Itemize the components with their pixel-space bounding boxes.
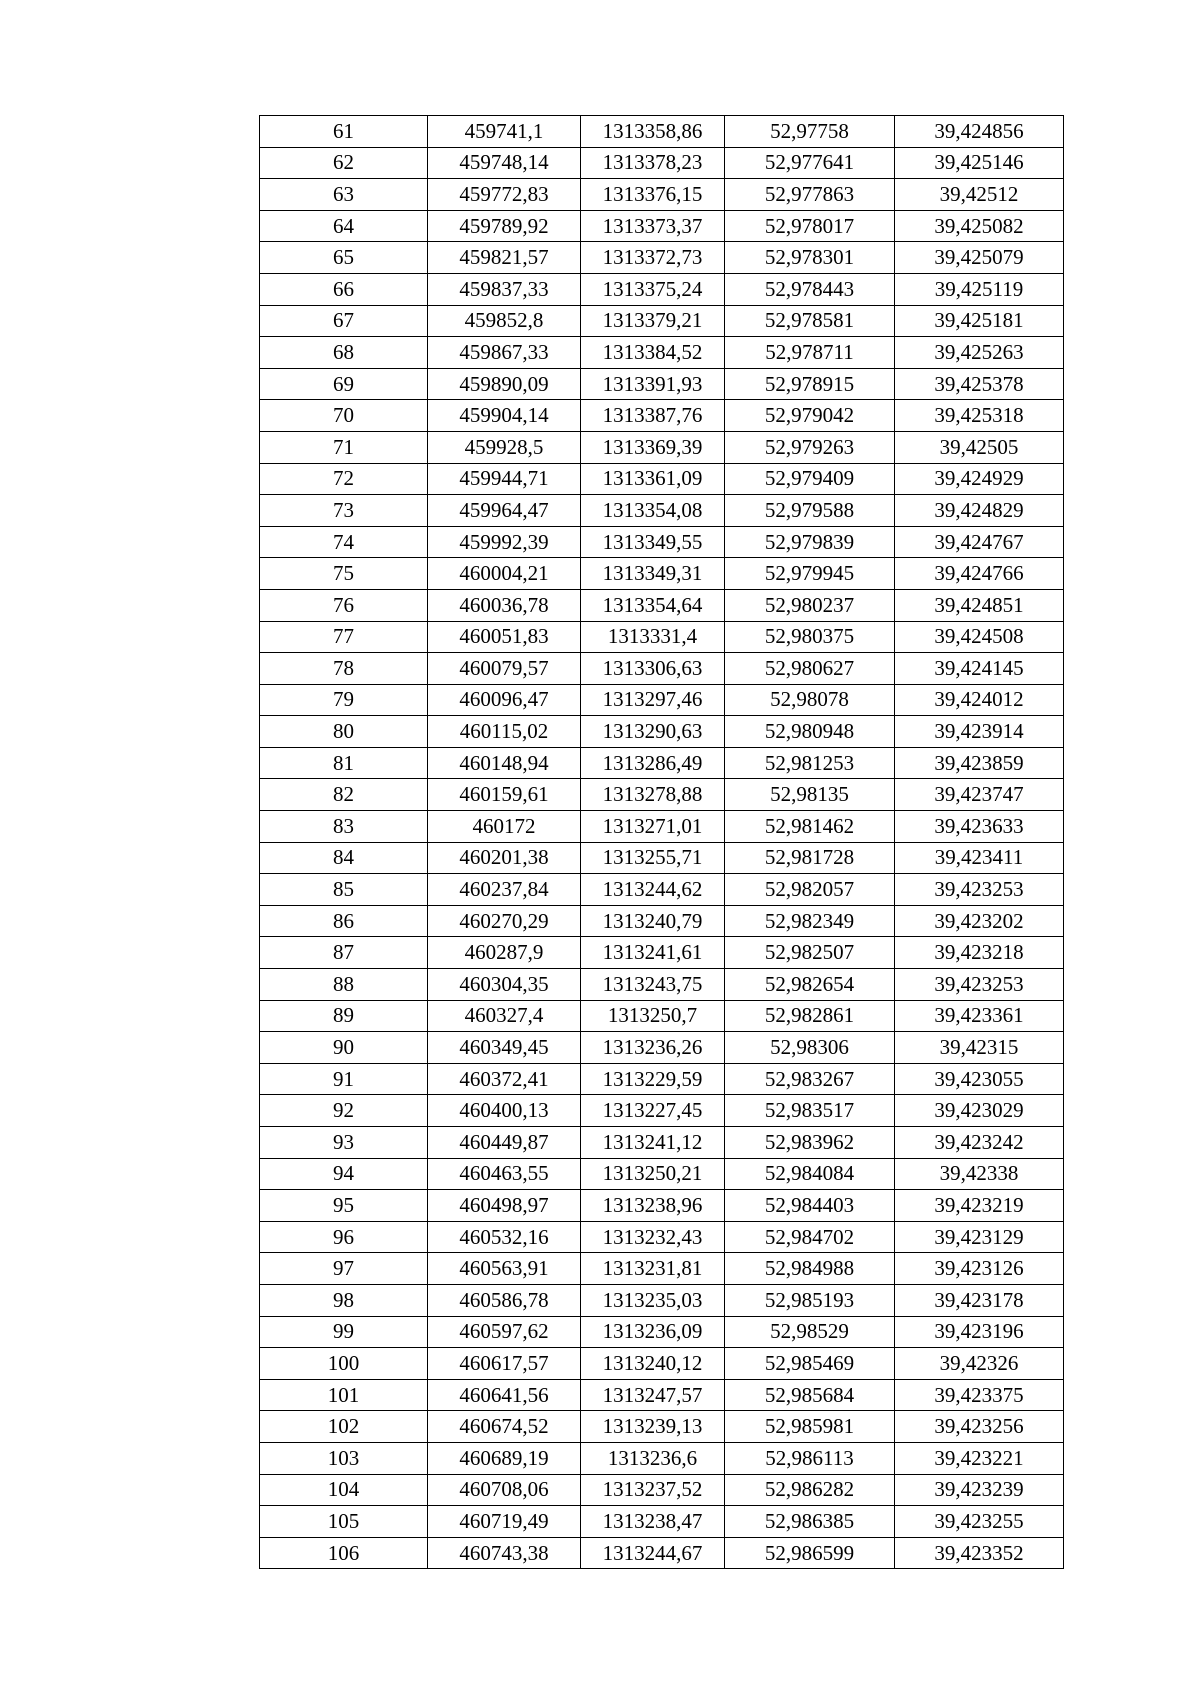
x-coordinate-cell: 460115,02: [428, 716, 581, 748]
y-coordinate-cell: 1313358,86: [581, 116, 725, 148]
y-coordinate-cell: 1313278,88: [581, 779, 725, 811]
y-coordinate-cell: 1313238,47: [581, 1506, 725, 1538]
x-coordinate-cell: 459748,14: [428, 147, 581, 179]
y-coordinate-cell: 1313354,08: [581, 495, 725, 527]
y-coordinate-cell: 1313232,43: [581, 1221, 725, 1253]
y-coordinate-cell: 1313369,39: [581, 431, 725, 463]
table-row: [260, 1316, 1064, 1348]
y-coordinate-cell: 1313297,46: [581, 684, 725, 716]
point-number-cell: 80: [260, 716, 428, 748]
table-row: [260, 842, 1064, 874]
x-coordinate-cell: 459890,09: [428, 368, 581, 400]
latitude-cell: 52,982349: [725, 905, 895, 937]
latitude-cell: 52,978017: [725, 210, 895, 242]
latitude-cell: 52,983517: [725, 1095, 895, 1127]
x-coordinate-cell: 459992,39: [428, 526, 581, 558]
table-row: [260, 811, 1064, 843]
longitude-cell: 39,423375: [895, 1379, 1064, 1411]
y-coordinate-cell: 1313236,09: [581, 1316, 725, 1348]
point-number-cell: 94: [260, 1158, 428, 1190]
x-coordinate-cell: 460096,47: [428, 684, 581, 716]
latitude-cell: 52,985193: [725, 1284, 895, 1316]
table-row: [260, 1348, 1064, 1380]
latitude-cell: 52,98078: [725, 684, 895, 716]
longitude-cell: 39,423411: [895, 842, 1064, 874]
y-coordinate-cell: 1313240,79: [581, 905, 725, 937]
point-number-cell: 84: [260, 842, 428, 874]
y-coordinate-cell: 1313227,45: [581, 1095, 725, 1127]
table-row: [260, 1284, 1064, 1316]
longitude-cell: 39,423747: [895, 779, 1064, 811]
longitude-cell: 39,424508: [895, 621, 1064, 653]
longitude-cell: 39,423255: [895, 1506, 1064, 1538]
point-number-cell: 87: [260, 937, 428, 969]
x-coordinate-cell: 460349,45: [428, 1032, 581, 1064]
table-row: [260, 1474, 1064, 1506]
point-number-cell: 91: [260, 1063, 428, 1095]
table-row: [260, 147, 1064, 179]
table-row: [260, 526, 1064, 558]
longitude-cell: 39,42338: [895, 1158, 1064, 1190]
latitude-cell: 52,981462: [725, 811, 895, 843]
x-coordinate-cell: 460159,61: [428, 779, 581, 811]
point-number-cell: 68: [260, 337, 428, 369]
x-coordinate-cell: 459867,33: [428, 337, 581, 369]
x-coordinate-cell: 460449,87: [428, 1127, 581, 1159]
y-coordinate-cell: 1313375,24: [581, 273, 725, 305]
table-row: [260, 747, 1064, 779]
point-number-cell: 102: [260, 1411, 428, 1443]
latitude-cell: 52,979042: [725, 400, 895, 432]
table-row: [260, 1442, 1064, 1474]
latitude-cell: 52,982057: [725, 874, 895, 906]
point-number-cell: 62: [260, 147, 428, 179]
table-row: [260, 1221, 1064, 1253]
point-number-cell: 96: [260, 1221, 428, 1253]
longitude-cell: 39,425146: [895, 147, 1064, 179]
latitude-cell: 52,978915: [725, 368, 895, 400]
latitude-cell: 52,98135: [725, 779, 895, 811]
point-number-cell: 72: [260, 463, 428, 495]
table-row: [260, 305, 1064, 337]
point-number-cell: 70: [260, 400, 428, 432]
coordinates-table: [259, 115, 1064, 1569]
latitude-cell: 52,979263: [725, 431, 895, 463]
table-row: [260, 116, 1064, 148]
table-row: [260, 1127, 1064, 1159]
x-coordinate-cell: 459964,47: [428, 495, 581, 527]
longitude-cell: 39,424145: [895, 653, 1064, 685]
longitude-cell: 39,423242: [895, 1127, 1064, 1159]
latitude-cell: 52,981728: [725, 842, 895, 874]
latitude-cell: 52,980375: [725, 621, 895, 653]
point-number-cell: 97: [260, 1253, 428, 1285]
table-row: [260, 337, 1064, 369]
point-number-cell: 63: [260, 179, 428, 211]
point-number-cell: 81: [260, 747, 428, 779]
y-coordinate-cell: 1313237,52: [581, 1474, 725, 1506]
latitude-cell: 52,979945: [725, 558, 895, 590]
y-coordinate-cell: 1313236,26: [581, 1032, 725, 1064]
point-number-cell: 83: [260, 811, 428, 843]
point-number-cell: 73: [260, 495, 428, 527]
point-number-cell: 88: [260, 969, 428, 1001]
point-number-cell: 92: [260, 1095, 428, 1127]
point-number-cell: 71: [260, 431, 428, 463]
table-row: [260, 1158, 1064, 1190]
point-number-cell: 104: [260, 1474, 428, 1506]
point-number-cell: 64: [260, 210, 428, 242]
point-number-cell: 67: [260, 305, 428, 337]
table-row: [260, 273, 1064, 305]
y-coordinate-cell: 1313349,31: [581, 558, 725, 590]
latitude-cell: 52,985981: [725, 1411, 895, 1443]
table-row: [260, 558, 1064, 590]
longitude-cell: 39,42512: [895, 179, 1064, 211]
x-coordinate-cell: 459789,92: [428, 210, 581, 242]
latitude-cell: 52,977863: [725, 179, 895, 211]
x-coordinate-cell: 460327,4: [428, 1000, 581, 1032]
latitude-cell: 52,984702: [725, 1221, 895, 1253]
table-row: [260, 779, 1064, 811]
x-coordinate-cell: 460743,38: [428, 1537, 581, 1569]
longitude-cell: 39,425181: [895, 305, 1064, 337]
x-coordinate-cell: 459821,57: [428, 242, 581, 274]
longitude-cell: 39,423126: [895, 1253, 1064, 1285]
y-coordinate-cell: 1313235,03: [581, 1284, 725, 1316]
y-coordinate-cell: 1313231,81: [581, 1253, 725, 1285]
longitude-cell: 39,423256: [895, 1411, 1064, 1443]
x-coordinate-cell: 459741,1: [428, 116, 581, 148]
x-coordinate-cell: 460051,83: [428, 621, 581, 653]
y-coordinate-cell: 1313271,01: [581, 811, 725, 843]
x-coordinate-cell: 460172: [428, 811, 581, 843]
y-coordinate-cell: 1313250,7: [581, 1000, 725, 1032]
longitude-cell: 39,425079: [895, 242, 1064, 274]
longitude-cell: 39,424829: [895, 495, 1064, 527]
table-row: [260, 1537, 1064, 1569]
table-row: [260, 495, 1064, 527]
point-number-cell: 77: [260, 621, 428, 653]
table-row: [260, 368, 1064, 400]
latitude-cell: 52,986282: [725, 1474, 895, 1506]
x-coordinate-cell: 459944,71: [428, 463, 581, 495]
table-row: [260, 400, 1064, 432]
latitude-cell: 52,984403: [725, 1190, 895, 1222]
latitude-cell: 52,982861: [725, 1000, 895, 1032]
latitude-cell: 52,978443: [725, 273, 895, 305]
x-coordinate-cell: 460372,41: [428, 1063, 581, 1095]
point-number-cell: 76: [260, 589, 428, 621]
y-coordinate-cell: 1313290,63: [581, 716, 725, 748]
latitude-cell: 52,977641: [725, 147, 895, 179]
y-coordinate-cell: 1313391,93: [581, 368, 725, 400]
latitude-cell: 52,980627: [725, 653, 895, 685]
point-number-cell: 66: [260, 273, 428, 305]
longitude-cell: 39,424856: [895, 116, 1064, 148]
latitude-cell: 52,982654: [725, 969, 895, 1001]
point-number-cell: 74: [260, 526, 428, 558]
longitude-cell: 39,425263: [895, 337, 1064, 369]
y-coordinate-cell: 1313376,15: [581, 179, 725, 211]
latitude-cell: 52,979409: [725, 463, 895, 495]
x-coordinate-cell: 460689,19: [428, 1442, 581, 1474]
longitude-cell: 39,423633: [895, 811, 1064, 843]
table-row: [260, 242, 1064, 274]
x-coordinate-cell: 460036,78: [428, 589, 581, 621]
y-coordinate-cell: 1313241,12: [581, 1127, 725, 1159]
point-number-cell: 99: [260, 1316, 428, 1348]
longitude-cell: 39,424851: [895, 589, 1064, 621]
x-coordinate-cell: 459772,83: [428, 179, 581, 211]
y-coordinate-cell: 1313373,37: [581, 210, 725, 242]
table-row: [260, 589, 1064, 621]
longitude-cell: 39,423352: [895, 1537, 1064, 1569]
table-row: [260, 653, 1064, 685]
latitude-cell: 52,983267: [725, 1063, 895, 1095]
x-coordinate-cell: 460597,62: [428, 1316, 581, 1348]
x-coordinate-cell: 460148,94: [428, 747, 581, 779]
latitude-cell: 52,986385: [725, 1506, 895, 1538]
longitude-cell: 39,423361: [895, 1000, 1064, 1032]
x-coordinate-cell: 460079,57: [428, 653, 581, 685]
x-coordinate-cell: 460304,35: [428, 969, 581, 1001]
latitude-cell: 52,980237: [725, 589, 895, 621]
longitude-cell: 39,42326: [895, 1348, 1064, 1380]
x-coordinate-cell: 460498,97: [428, 1190, 581, 1222]
latitude-cell: 52,979839: [725, 526, 895, 558]
longitude-cell: 39,423239: [895, 1474, 1064, 1506]
x-coordinate-cell: 460270,29: [428, 905, 581, 937]
point-number-cell: 106: [260, 1537, 428, 1569]
x-coordinate-cell: 460201,38: [428, 842, 581, 874]
y-coordinate-cell: 1313229,59: [581, 1063, 725, 1095]
x-coordinate-cell: 460532,16: [428, 1221, 581, 1253]
longitude-cell: 39,425378: [895, 368, 1064, 400]
y-coordinate-cell: 1313236,6: [581, 1442, 725, 1474]
point-number-cell: 86: [260, 905, 428, 937]
y-coordinate-cell: 1313286,49: [581, 747, 725, 779]
longitude-cell: 39,423129: [895, 1221, 1064, 1253]
latitude-cell: 52,97758: [725, 116, 895, 148]
longitude-cell: 39,42315: [895, 1032, 1064, 1064]
longitude-cell: 39,424766: [895, 558, 1064, 590]
point-number-cell: 65: [260, 242, 428, 274]
table-row: [260, 1506, 1064, 1538]
point-number-cell: 61: [260, 116, 428, 148]
y-coordinate-cell: 1313244,67: [581, 1537, 725, 1569]
latitude-cell: 52,978581: [725, 305, 895, 337]
x-coordinate-cell: 460617,57: [428, 1348, 581, 1380]
longitude-cell: 39,423202: [895, 905, 1064, 937]
longitude-cell: 39,423219: [895, 1190, 1064, 1222]
x-coordinate-cell: 460674,52: [428, 1411, 581, 1443]
point-number-cell: 101: [260, 1379, 428, 1411]
point-number-cell: 93: [260, 1127, 428, 1159]
latitude-cell: 52,985469: [725, 1348, 895, 1380]
y-coordinate-cell: 1313243,75: [581, 969, 725, 1001]
latitude-cell: 52,978711: [725, 337, 895, 369]
point-number-cell: 98: [260, 1284, 428, 1316]
latitude-cell: 52,984988: [725, 1253, 895, 1285]
point-number-cell: 82: [260, 779, 428, 811]
latitude-cell: 52,980948: [725, 716, 895, 748]
x-coordinate-cell: 460719,49: [428, 1506, 581, 1538]
latitude-cell: 52,983962: [725, 1127, 895, 1159]
y-coordinate-cell: 1313306,63: [581, 653, 725, 685]
y-coordinate-cell: 1313241,61: [581, 937, 725, 969]
table-row: [260, 1190, 1064, 1222]
table-row: [260, 716, 1064, 748]
table-row: [260, 969, 1064, 1001]
y-coordinate-cell: 1313239,13: [581, 1411, 725, 1443]
x-coordinate-cell: 460400,13: [428, 1095, 581, 1127]
longitude-cell: 39,425318: [895, 400, 1064, 432]
point-number-cell: 105: [260, 1506, 428, 1538]
table-row: [260, 937, 1064, 969]
y-coordinate-cell: 1313354,64: [581, 589, 725, 621]
table-row: [260, 1253, 1064, 1285]
point-number-cell: 85: [260, 874, 428, 906]
latitude-cell: 52,985684: [725, 1379, 895, 1411]
x-coordinate-cell: 460463,55: [428, 1158, 581, 1190]
y-coordinate-cell: 1313387,76: [581, 400, 725, 432]
longitude-cell: 39,425082: [895, 210, 1064, 242]
x-coordinate-cell: 459904,14: [428, 400, 581, 432]
table-row: [260, 905, 1064, 937]
y-coordinate-cell: 1313379,21: [581, 305, 725, 337]
longitude-cell: 39,423029: [895, 1095, 1064, 1127]
x-coordinate-cell: 460237,84: [428, 874, 581, 906]
y-coordinate-cell: 1313250,21: [581, 1158, 725, 1190]
latitude-cell: 52,982507: [725, 937, 895, 969]
longitude-cell: 39,423055: [895, 1063, 1064, 1095]
table-row: [260, 431, 1064, 463]
table-row: [260, 179, 1064, 211]
longitude-cell: 39,423196: [895, 1316, 1064, 1348]
table-row: [260, 1411, 1064, 1443]
table-row: [260, 1063, 1064, 1095]
y-coordinate-cell: 1313372,73: [581, 242, 725, 274]
longitude-cell: 39,423859: [895, 747, 1064, 779]
point-number-cell: 90: [260, 1032, 428, 1064]
latitude-cell: 52,98529: [725, 1316, 895, 1348]
table-row: [260, 1379, 1064, 1411]
point-number-cell: 75: [260, 558, 428, 590]
longitude-cell: 39,424929: [895, 463, 1064, 495]
x-coordinate-cell: 460586,78: [428, 1284, 581, 1316]
point-number-cell: 95: [260, 1190, 428, 1222]
coordinates-table-body: [260, 116, 1064, 1569]
longitude-cell: 39,424767: [895, 526, 1064, 558]
point-number-cell: 100: [260, 1348, 428, 1380]
y-coordinate-cell: 1313361,09: [581, 463, 725, 495]
y-coordinate-cell: 1313331,4: [581, 621, 725, 653]
table-row: [260, 874, 1064, 906]
table-row: [260, 463, 1064, 495]
x-coordinate-cell: 459928,5: [428, 431, 581, 463]
y-coordinate-cell: 1313255,71: [581, 842, 725, 874]
x-coordinate-cell: 459852,8: [428, 305, 581, 337]
latitude-cell: 52,98306: [725, 1032, 895, 1064]
y-coordinate-cell: 1313247,57: [581, 1379, 725, 1411]
longitude-cell: 39,423253: [895, 874, 1064, 906]
table-row: [260, 1000, 1064, 1032]
longitude-cell: 39,424012: [895, 684, 1064, 716]
table-row: [260, 210, 1064, 242]
longitude-cell: 39,423253: [895, 969, 1064, 1001]
table-row: [260, 684, 1064, 716]
longitude-cell: 39,423178: [895, 1284, 1064, 1316]
longitude-cell: 39,42505: [895, 431, 1064, 463]
y-coordinate-cell: 1313238,96: [581, 1190, 725, 1222]
latitude-cell: 52,981253: [725, 747, 895, 779]
point-number-cell: 89: [260, 1000, 428, 1032]
longitude-cell: 39,423914: [895, 716, 1064, 748]
latitude-cell: 52,979588: [725, 495, 895, 527]
y-coordinate-cell: 1313349,55: [581, 526, 725, 558]
table-row: [260, 1032, 1064, 1064]
latitude-cell: 52,984084: [725, 1158, 895, 1190]
x-coordinate-cell: 460708,06: [428, 1474, 581, 1506]
y-coordinate-cell: 1313244,62: [581, 874, 725, 906]
latitude-cell: 52,978301: [725, 242, 895, 274]
x-coordinate-cell: 460004,21: [428, 558, 581, 590]
longitude-cell: 39,425119: [895, 273, 1064, 305]
point-number-cell: 69: [260, 368, 428, 400]
longitude-cell: 39,423221: [895, 1442, 1064, 1474]
latitude-cell: 52,986599: [725, 1537, 895, 1569]
x-coordinate-cell: 460563,91: [428, 1253, 581, 1285]
x-coordinate-cell: 460641,56: [428, 1379, 581, 1411]
y-coordinate-cell: 1313378,23: [581, 147, 725, 179]
point-number-cell: 78: [260, 653, 428, 685]
x-coordinate-cell: 460287,9: [428, 937, 581, 969]
longitude-cell: 39,423218: [895, 937, 1064, 969]
latitude-cell: 52,986113: [725, 1442, 895, 1474]
x-coordinate-cell: 459837,33: [428, 273, 581, 305]
table-row: [260, 1095, 1064, 1127]
y-coordinate-cell: 1313240,12: [581, 1348, 725, 1380]
table-row: [260, 621, 1064, 653]
point-number-cell: 103: [260, 1442, 428, 1474]
y-coordinate-cell: 1313384,52: [581, 337, 725, 369]
point-number-cell: 79: [260, 684, 428, 716]
